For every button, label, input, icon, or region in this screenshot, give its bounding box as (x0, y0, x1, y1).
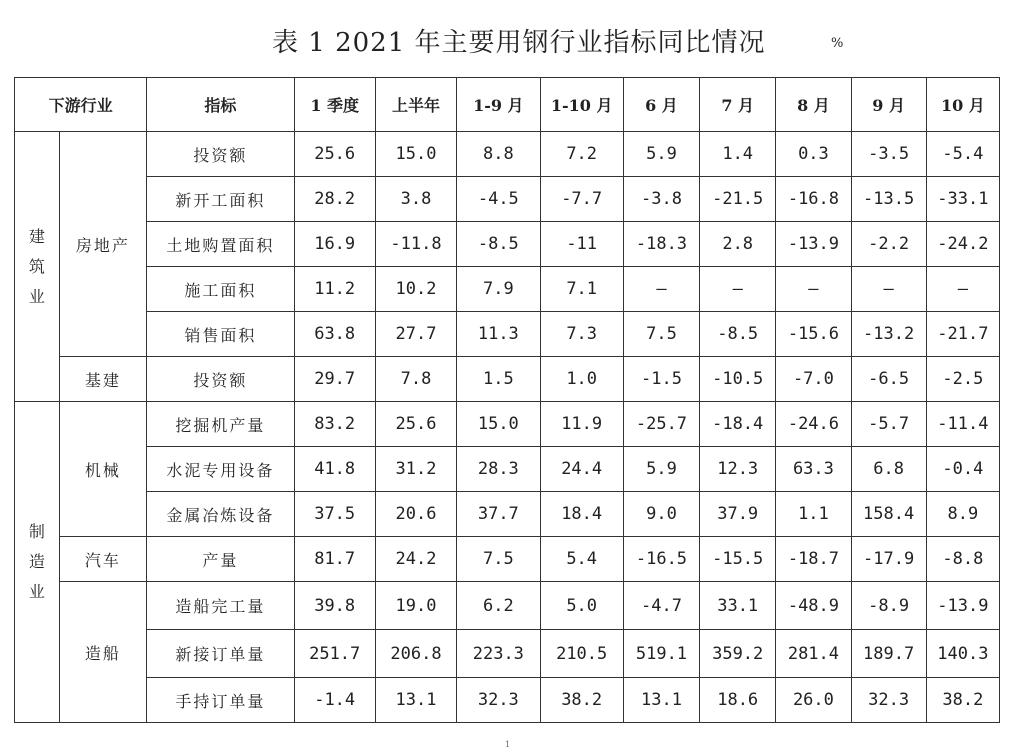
subsector-real-estate: 房地产 (59, 132, 146, 357)
table-row (15, 582, 1000, 630)
value-cell: 1.1 (776, 492, 851, 537)
value-cell: 15.0 (375, 132, 456, 177)
value-cell: — (776, 267, 851, 312)
value-cell: 19.0 (375, 582, 456, 630)
steel-industry-table (14, 77, 1000, 723)
indicator-label: 销售面积 (147, 312, 294, 357)
value-cell: 15.0 (457, 402, 540, 447)
value-cell: 7.8 (375, 357, 456, 402)
value-cell: 13.1 (375, 678, 456, 723)
table-row (15, 177, 1000, 222)
value-cell: -5.7 (851, 402, 926, 447)
value-cell: -2.2 (851, 222, 926, 267)
value-cell: -16.8 (776, 177, 851, 222)
value-cell: 251.7 (294, 630, 375, 678)
header-cell: 10 月 (926, 78, 999, 132)
value-cell: 32.3 (851, 678, 926, 723)
value-cell: 12.3 (700, 447, 776, 492)
header-cell: 6 月 (623, 78, 699, 132)
indicator-label: 造船完工量 (147, 582, 294, 630)
value-cell: 8.8 (457, 132, 540, 177)
value-cell: 28.2 (294, 177, 375, 222)
value-cell: -24.6 (776, 402, 851, 447)
value-cell: -25.7 (623, 402, 699, 447)
header-cell: 指标 (147, 78, 294, 132)
indicator-label: 手持订单量 (147, 678, 294, 723)
indicator-label: 水泥专用设备 (147, 447, 294, 492)
page-mark: 1 (505, 740, 511, 749)
value-cell: 11.2 (294, 267, 375, 312)
value-cell: 63.8 (294, 312, 375, 357)
value-cell: 5.4 (540, 537, 623, 582)
indicator-label: 新开工面积 (147, 177, 294, 222)
indicator-label: 投资额 (147, 357, 294, 402)
value-cell: 281.4 (776, 630, 851, 678)
value-cell: 7.3 (540, 312, 623, 357)
table-row (15, 357, 1000, 402)
value-cell: -8.9 (851, 582, 926, 630)
value-cell: -48.9 (776, 582, 851, 630)
header-cell: 8 月 (776, 78, 851, 132)
value-cell: 8.9 (926, 492, 999, 537)
value-cell: 63.3 (776, 447, 851, 492)
value-cell: 11.9 (540, 402, 623, 447)
value-cell: 32.3 (457, 678, 540, 723)
table-row (15, 492, 1000, 537)
value-cell: 1.0 (540, 357, 623, 402)
value-cell: 359.2 (700, 630, 776, 678)
value-cell: 38.2 (540, 678, 623, 723)
value-cell: -2.5 (926, 357, 999, 402)
value-cell: -18.7 (776, 537, 851, 582)
value-cell: -17.9 (851, 537, 926, 582)
sector-construction: 建 筑 业 (15, 132, 60, 402)
value-cell: -13.9 (926, 582, 999, 630)
value-cell: -3.5 (851, 132, 926, 177)
value-cell: 6.8 (851, 447, 926, 492)
header-cell: 9 月 (851, 78, 926, 132)
value-cell: -4.7 (623, 582, 699, 630)
value-cell: 11.3 (457, 312, 540, 357)
value-cell: 83.2 (294, 402, 375, 447)
table-row (15, 222, 1000, 267)
table-row (15, 630, 1000, 678)
value-cell: 29.7 (294, 357, 375, 402)
value-cell: 10.2 (375, 267, 456, 312)
header-cell: 1-10 月 (540, 78, 623, 132)
table-row (15, 447, 1000, 492)
value-cell: -3.8 (623, 177, 699, 222)
value-cell: -5.4 (926, 132, 999, 177)
value-cell: 1.4 (700, 132, 776, 177)
value-cell: -11.4 (926, 402, 999, 447)
value-cell: 81.7 (294, 537, 375, 582)
indicator-label: 施工面积 (147, 267, 294, 312)
value-cell: 28.3 (457, 447, 540, 492)
value-cell: 39.8 (294, 582, 375, 630)
value-cell: 7.1 (540, 267, 623, 312)
value-cell: -8.5 (700, 312, 776, 357)
table-row (15, 402, 1000, 447)
value-cell: 7.5 (623, 312, 699, 357)
header-cell: 上半年 (375, 78, 456, 132)
table-row (15, 537, 1000, 582)
header-row (15, 78, 1000, 132)
value-cell: 5.9 (623, 447, 699, 492)
indicator-label: 金属冶炼设备 (147, 492, 294, 537)
value-cell: -18.4 (700, 402, 776, 447)
value-cell: 2.8 (700, 222, 776, 267)
value-cell: 519.1 (623, 630, 699, 678)
value-cell: 158.4 (851, 492, 926, 537)
value-cell: 5.0 (540, 582, 623, 630)
value-cell: -7.7 (540, 177, 623, 222)
value-cell: 24.4 (540, 447, 623, 492)
value-cell: -18.3 (623, 222, 699, 267)
value-cell: 38.2 (926, 678, 999, 723)
value-cell: 223.3 (457, 630, 540, 678)
value-cell: -11.8 (375, 222, 456, 267)
value-cell: 9.0 (623, 492, 699, 537)
subsector-machinery: 机械 (59, 402, 146, 537)
value-cell: 206.8 (375, 630, 456, 678)
value-cell: — (700, 267, 776, 312)
value-cell: — (926, 267, 999, 312)
value-cell: — (851, 267, 926, 312)
value-cell: 3.8 (375, 177, 456, 222)
value-cell: 37.7 (457, 492, 540, 537)
value-cell: 1.5 (457, 357, 540, 402)
value-cell: -21.5 (700, 177, 776, 222)
subsector-infrastructure: 基建 (59, 357, 146, 402)
value-cell: -4.5 (457, 177, 540, 222)
table-row (15, 267, 1000, 312)
table-row (15, 312, 1000, 357)
indicator-label: 产量 (147, 537, 294, 582)
value-cell: 210.5 (540, 630, 623, 678)
value-cell: 37.5 (294, 492, 375, 537)
value-cell: 26.0 (776, 678, 851, 723)
table-row (15, 132, 1000, 177)
value-cell: 7.5 (457, 537, 540, 582)
value-cell: -1.5 (623, 357, 699, 402)
indicator-label: 土地购置面积 (147, 222, 294, 267)
value-cell: -13.9 (776, 222, 851, 267)
value-cell: -15.5 (700, 537, 776, 582)
header-cell: 1-9 月 (457, 78, 540, 132)
value-cell: 16.9 (294, 222, 375, 267)
subsector-auto: 汽车 (59, 537, 146, 582)
value-cell: 140.3 (926, 630, 999, 678)
value-cell: -15.6 (776, 312, 851, 357)
value-cell: 13.1 (623, 678, 699, 723)
value-cell: 6.2 (457, 582, 540, 630)
value-cell: 37.9 (700, 492, 776, 537)
value-cell: 7.2 (540, 132, 623, 177)
value-cell: 5.9 (623, 132, 699, 177)
indicator-label: 新接订单量 (147, 630, 294, 678)
value-cell: -13.2 (851, 312, 926, 357)
value-cell: -10.5 (700, 357, 776, 402)
value-cell: -24.2 (926, 222, 999, 267)
value-cell: -16.5 (623, 537, 699, 582)
value-cell: 189.7 (851, 630, 926, 678)
value-cell: 33.1 (700, 582, 776, 630)
value-cell: -7.0 (776, 357, 851, 402)
indicator-label: 挖掘机产量 (147, 402, 294, 447)
value-cell: 7.9 (457, 267, 540, 312)
value-cell: -0.4 (926, 447, 999, 492)
value-cell: -8.5 (457, 222, 540, 267)
subsector-shipbuilding: 造船 (59, 582, 146, 723)
unit-label: % (831, 36, 845, 51)
value-cell: 41.8 (294, 447, 375, 492)
header-cell: 下游行业 (15, 78, 147, 132)
table-row (15, 678, 1000, 723)
value-cell: 18.6 (700, 678, 776, 723)
value-cell: 27.7 (375, 312, 456, 357)
value-cell: 25.6 (294, 132, 375, 177)
value-cell: -13.5 (851, 177, 926, 222)
value-cell: 24.2 (375, 537, 456, 582)
value-cell: — (623, 267, 699, 312)
table-title: 表 1 2021 年主要用钢行业指标同比情况 (272, 28, 766, 58)
indicator-label: 投资额 (147, 132, 294, 177)
sector-manufacturing: 制 造 业 (15, 402, 60, 723)
value-cell: 20.6 (375, 492, 456, 537)
value-cell: -8.8 (926, 537, 999, 582)
value-cell: 25.6 (375, 402, 456, 447)
value-cell: -6.5 (851, 357, 926, 402)
header-cell: 1 季度 (294, 78, 375, 132)
value-cell: -21.7 (926, 312, 999, 357)
header-cell: 7 月 (700, 78, 776, 132)
value-cell: 0.3 (776, 132, 851, 177)
value-cell: 18.4 (540, 492, 623, 537)
value-cell: -33.1 (926, 177, 999, 222)
value-cell: -11 (540, 222, 623, 267)
value-cell: -1.4 (294, 678, 375, 723)
value-cell: 31.2 (375, 447, 456, 492)
